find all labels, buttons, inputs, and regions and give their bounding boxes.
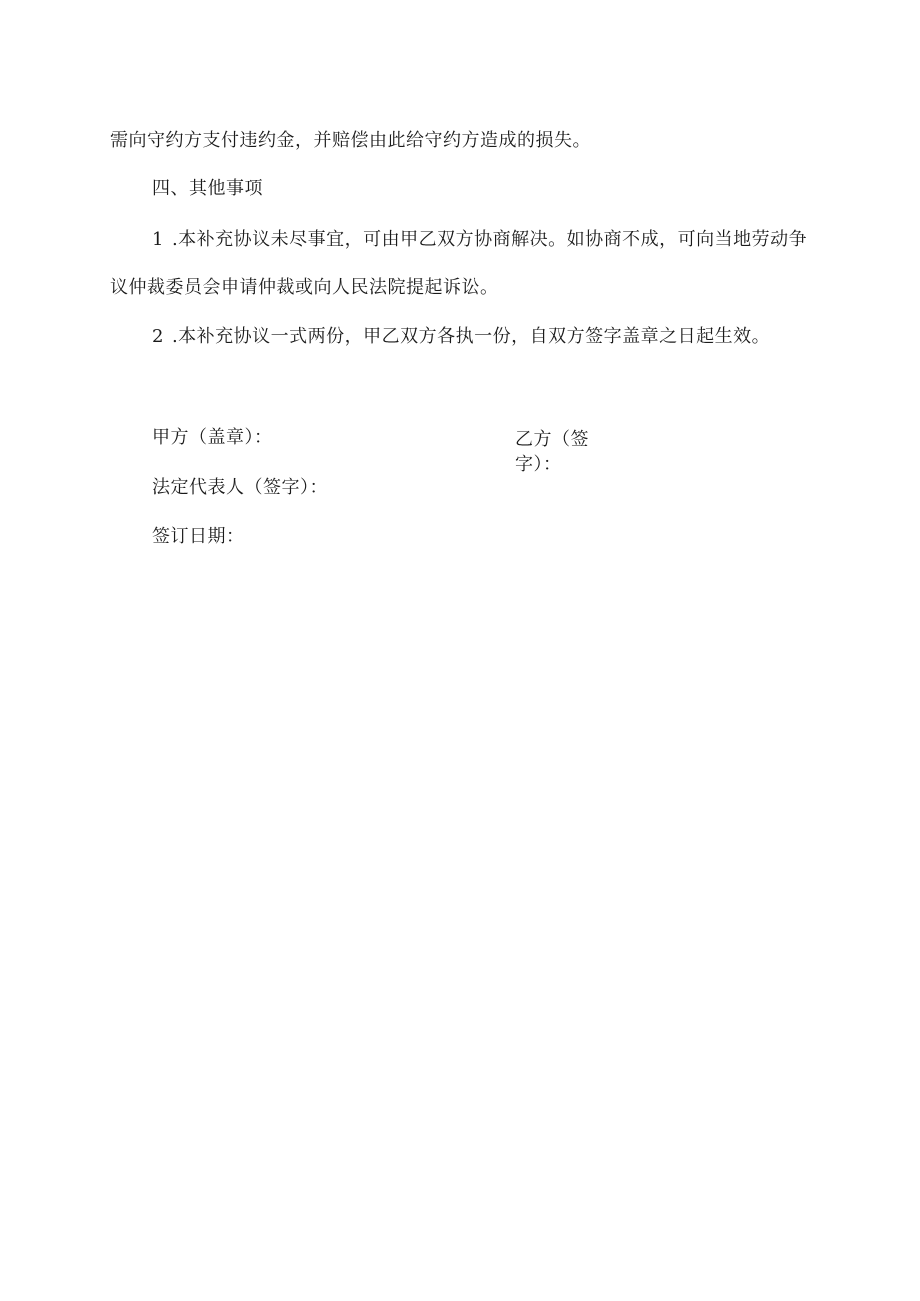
party-b-sign-label-line-1: 乙方（签 xyxy=(515,429,589,450)
signing-date-label: 签订日期： xyxy=(152,526,245,547)
legal-representative-label: 法定代表人（签字）： xyxy=(152,477,328,498)
party-a-seal-label: 甲方（盖章）： xyxy=(152,427,273,448)
party-b-sign-label-line-2: 字）： xyxy=(515,454,562,475)
paragraph-continuation: 需向守约方支付违约金，并赔偿由此给守约方造成的损失。 xyxy=(110,130,591,151)
clause-1-line-2: 议仲裁委员会申请仲裁或向人民法院提起诉讼。 xyxy=(110,277,499,298)
clause-2 xyxy=(152,325,770,349)
section-heading: 四、其他事项 xyxy=(152,178,263,199)
clause-1-text: .本补充协议未尽事宜，可由甲乙双方协商解决。如协商不成，可向当地劳动争 xyxy=(171,229,808,250)
clause-2-number: 2 xyxy=(152,326,164,347)
clause-1-number: 1 xyxy=(152,229,164,250)
clause-1-line-1 xyxy=(152,228,807,252)
clause-2-text: .本补充协议一式两份，甲乙双方各执一份，自双方签字盖章之日起生效。 xyxy=(171,326,771,347)
